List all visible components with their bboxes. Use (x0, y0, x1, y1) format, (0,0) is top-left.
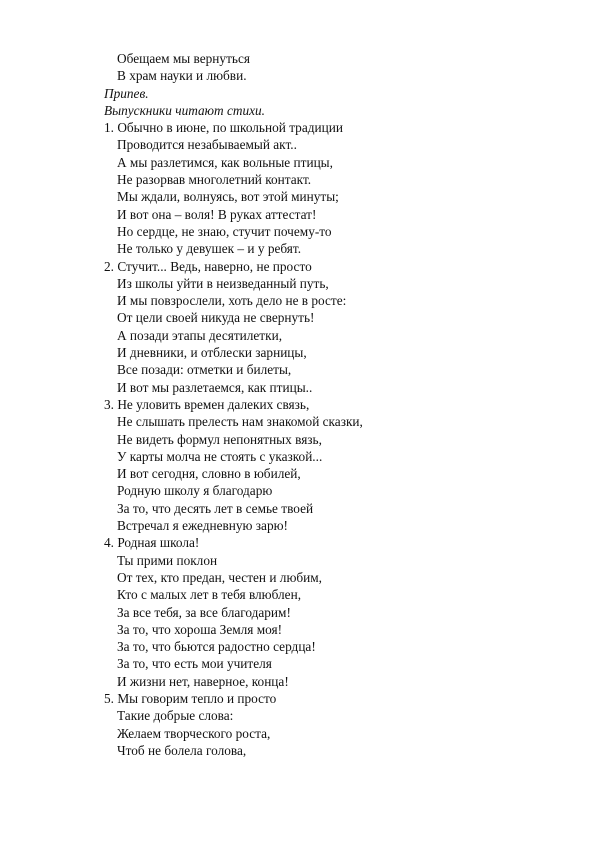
stanza-line: Из школы уйти в неизведанный путь, (117, 275, 329, 291)
stanza-line: И дневники, и отблески зарницы, (117, 345, 307, 361)
stanza-number: 4. (104, 535, 114, 551)
refrain-label: Припев. (104, 85, 149, 101)
stanza-4 (104, 534, 564, 690)
stanza-first-text: Родная школа! (117, 535, 200, 551)
graduates-label: Выпускники читают стихи. (104, 102, 265, 118)
stanza-first-line (104, 690, 564, 707)
stanza-line: Все позади: отметки и билеты, (117, 362, 292, 378)
stanza-line: И вот мы разлетаемся, как птицы.. (117, 379, 313, 395)
stanza-line: Не видеть формул непонятных вязь, (117, 431, 322, 447)
stanza-line: А позади этапы десятилетки, (117, 327, 283, 343)
stanza-line: От цели своей никуда не свернуть! (117, 310, 315, 326)
stanza-line: У карты молча не стоять с указкой... (117, 448, 323, 464)
stanza-line: Но сердце, не знаю, стучит почему-то (117, 223, 332, 239)
stanza-first-line (104, 396, 564, 413)
stanza-first-line (104, 119, 564, 136)
stanza-number: 3. (104, 396, 114, 412)
stanza-line: За то, что хороша Земля моя! (117, 621, 283, 637)
stanza-number: 5. (104, 690, 114, 706)
stanza-line: Желаем творческого роста, (117, 725, 271, 741)
stanza-first-text: Мы говорим тепло и просто (117, 690, 277, 706)
stanza-line: Мы ждали, волнуясь, вот этой минуты; (117, 189, 339, 205)
stanza-5 (104, 690, 564, 759)
stanza-2 (104, 258, 564, 396)
stanza-line: Встречал я ежедневную зарю! (117, 518, 288, 534)
stanza-line: И жизни нет, наверное, конца! (117, 673, 289, 689)
stanza-line: За то, что бьются радостно сердца! (117, 639, 316, 655)
stanza-line: Кто с малых лет в тебя влюблен, (117, 587, 302, 603)
stanza-first-text: Не уловить времен далеких связь, (117, 396, 310, 412)
stanza-number: 1. (104, 120, 114, 136)
intro-line: В храм науки и любви. (117, 68, 247, 84)
stanza-line: Проводится незабываемый акт.. (117, 137, 297, 153)
stanza-first-text: Стучит... Ведь, наверно, не просто (117, 258, 312, 274)
intro-line: Обещаем мы вернуться (117, 51, 250, 66)
stanza-line: От тех, кто предан, честен и любим, (117, 569, 322, 585)
stanza-line: И вот сегодня, словно в юбилей, (117, 466, 301, 482)
stanza-line: Ты прими поклон (117, 552, 218, 568)
stanza-first-text: Обычно в июне, по школьной традиции (117, 120, 343, 136)
stanza-line: И вот она – воля! В руках аттестат! (117, 206, 317, 222)
stanza-number: 2. (104, 258, 114, 274)
stanza-1 (104, 119, 564, 257)
stanza-line: За то, что есть мои учителя (117, 656, 272, 672)
stanza-line: Не слышать прелесть нам знакомой сказки, (117, 414, 363, 430)
stanza-line: Не разорвав многолетний контакт. (117, 172, 312, 188)
document-body (104, 50, 564, 759)
stanza-line: И мы повзрослели, хоть дело не в росте: (117, 293, 347, 309)
stanza-line: Такие добрые слова: (117, 708, 234, 724)
stanza-3 (104, 396, 564, 534)
stanza-first-line (104, 534, 564, 551)
stanza-line: Родную школу я благодарю (117, 483, 273, 499)
stanza-first-line (104, 258, 564, 275)
stanza-line: А мы разлетимся, как вольные птицы, (117, 154, 333, 170)
stanza-line: За все тебя, за все благодарим! (117, 604, 291, 620)
stanza-line: Чтоб не болела голова, (117, 742, 247, 758)
stanza-line: Не только у девушек – и у ребят. (117, 241, 302, 257)
stanza-line: За то, что десять лет в семье твоей (117, 500, 314, 516)
